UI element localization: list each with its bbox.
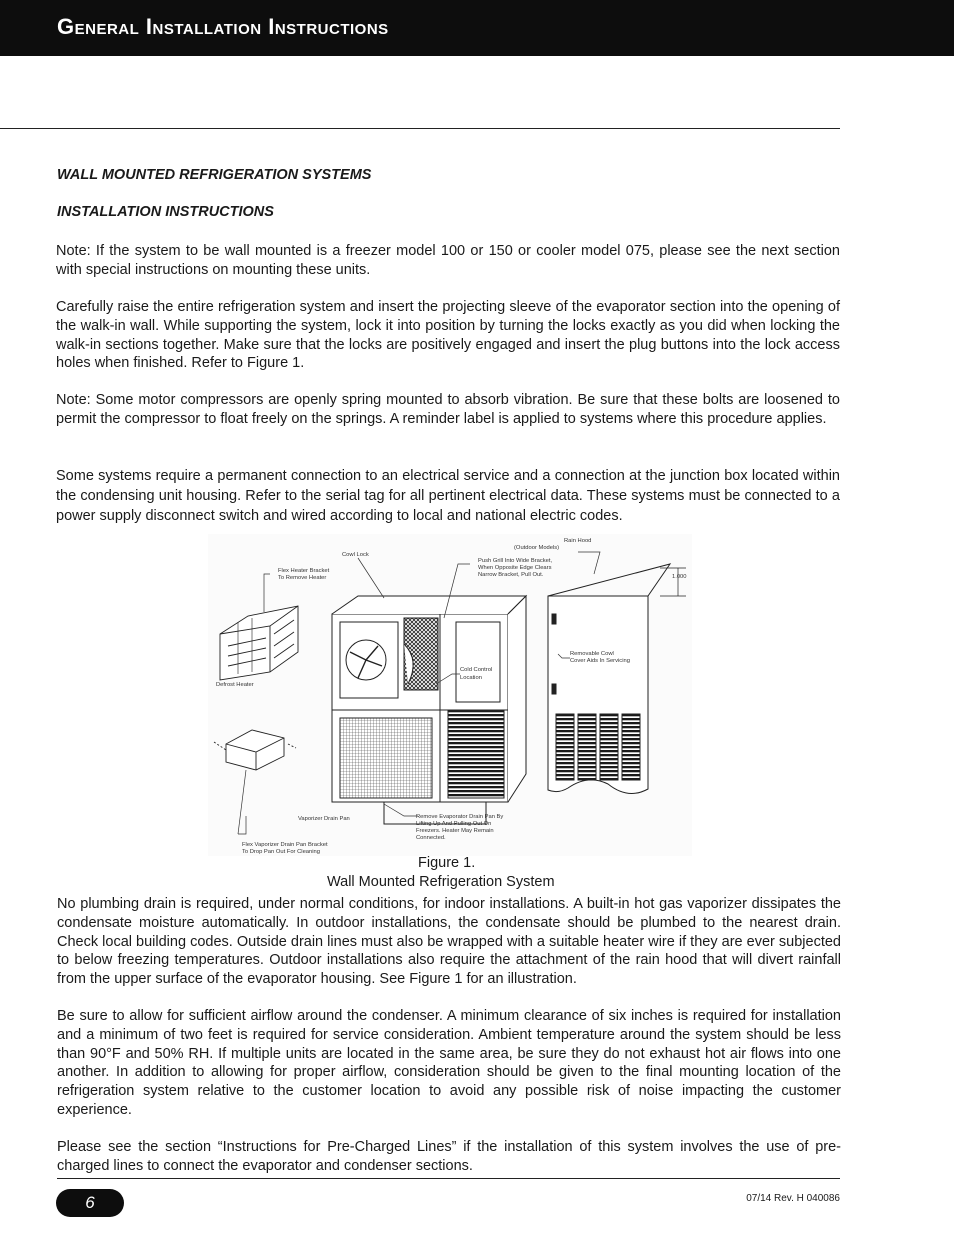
- label-removable-cowl-2: Cover Aids In Servicing: [570, 658, 630, 664]
- label-cold-control-2: Location: [460, 675, 482, 681]
- main-unit-drawing: [332, 596, 526, 824]
- label-flex-heater-2: To Remove Heater: [278, 575, 327, 581]
- label-defrost-heater: Defrost Heater: [216, 682, 254, 688]
- figure-caption-number: Figure 1.: [418, 855, 476, 871]
- label-remove-pan-4: Connected.: [416, 835, 446, 841]
- header-bar: [0, 0, 954, 56]
- label-cold-control-1: Cold Control: [460, 667, 493, 673]
- label-push-grill-1: Push Grill Into Wide Bracket,: [478, 558, 553, 564]
- label-push-grill-3: Narrow Bracket, Pull Out.: [478, 572, 544, 578]
- bottom-rule: [57, 1178, 840, 1179]
- section-heading: WALL MOUNTED REFRIGERATION SYSTEMS: [57, 167, 372, 183]
- paragraph-electrical: Some systems require a permanent connection to an electrical service and a connection at the junction box located within the condensing unit housing. Refer to the serial tag for all pertinent electrical data. These systems must be connected to a power supply disconnect switch and wired according to local and national electric codes.: [56, 468, 840, 524]
- paragraph-airflow: Be sure to allow for sufficient airflow around the condenser. A minimum clearance of six inches is required for installation and a minimum of two feet is required for service consideration. Ambient temperature around the system should be less than 90°F and 50% RH. If multiple units are located in the same area, be sure they do not exhaust hot air flows into one another. In addition to allowing for proper airflow, consideration should be given to the final mounting location of the refrigeration system relative to the customer location to avoid any possible risk of noise impacting the customer experience.: [57, 1008, 841, 1118]
- label-flex-vaporizer-1: Flex Vaporizer Drain Pan Bracket: [242, 842, 328, 848]
- figure-refrigeration-diagram: [208, 534, 692, 856]
- label-rain-hood-2: (Outdoor Models): [514, 545, 560, 551]
- figure-caption-title: Wall Mounted Refrigeration System: [327, 874, 555, 890]
- subsection-heading: INSTALLATION INSTRUCTIONS: [57, 204, 274, 220]
- label-cowl-lock: Cowl Lock: [342, 552, 369, 558]
- label-remove-pan-1: Remove Evaporator Drain Pan By: [416, 814, 504, 820]
- label-flex-heater-1: Flex Heater Bracket: [278, 568, 330, 574]
- label-push-grill-2: When Opposite Edge Clears: [478, 565, 552, 571]
- paragraph-plumbing: No plumbing drain is required, under normal conditions, for indoor installations. A built-in hot gas vaporizer dissipates the condensate moisture automatically. In outdoor installations, the condensate should be plumbed to the nearest drain. Check local building codes. Outside drain lines must also be wrapped with a suitable heater wire if they are ever subjected to below freezing temperatures. Outdoor installations also require the attachment of the rain hood that will divert rainfall from the upper surface of the evaporator housing. See Figure 1 for an illustration.: [57, 896, 841, 988]
- label-rain-hood-1: Rain Hood: [564, 538, 592, 544]
- label-vaporizer-pan: Vaporizer Drain Pan: [298, 816, 350, 822]
- paragraph-note-models: Note: If the system to be wall mounted is a freezer model 100 or 150 or cooler model 075, please see the next section with special instructions on mounting these units.: [56, 243, 840, 278]
- top-rule: [0, 128, 840, 129]
- label-flex-vaporizer-2: To Drop Pan Out For Cleaning: [242, 849, 320, 855]
- label-removable-cowl-1: Removable Cowl: [570, 651, 614, 657]
- page-number-badge: [56, 1189, 124, 1217]
- page-title: General Installation Instructions: [57, 14, 389, 39]
- revision-info: 07/14 Rev. H 040086: [746, 1193, 840, 1204]
- label-remove-pan-2: Lifting Up And Pulling Out On: [416, 821, 492, 827]
- page-number: 6: [85, 1193, 95, 1212]
- label-dimension: 1.000: [672, 574, 687, 580]
- paragraph-note-compressors: Note: Some motor compressors are openly spring mounted to absorb vibration. Be sure that these bolts are loosened to permit the compressor to float freely on the springs. A reminder label is applied to systems where this procedure applies.: [56, 392, 840, 427]
- paragraph-raise-system: Carefully raise the entire refrigeration system and insert the projecting sleeve of the evaporator section into the opening of the walk-in wall. While supporting the system, lock it into position by turning the locks exactly as you did when locking the walk-in sections together. Make sure that the locks are positively engaged and insert the plug buttons into the lock access holes when finished. Refer to Figure 1.: [56, 299, 840, 372]
- label-remove-pan-3: Freezers. Heater May Remain: [416, 828, 494, 834]
- paragraph-precharged: Please see the section “Instructions for Pre-Charged Lines” if the installation of this system involves the use of pre-charged lines to connect the evaporator and condenser sections.: [57, 1139, 841, 1174]
